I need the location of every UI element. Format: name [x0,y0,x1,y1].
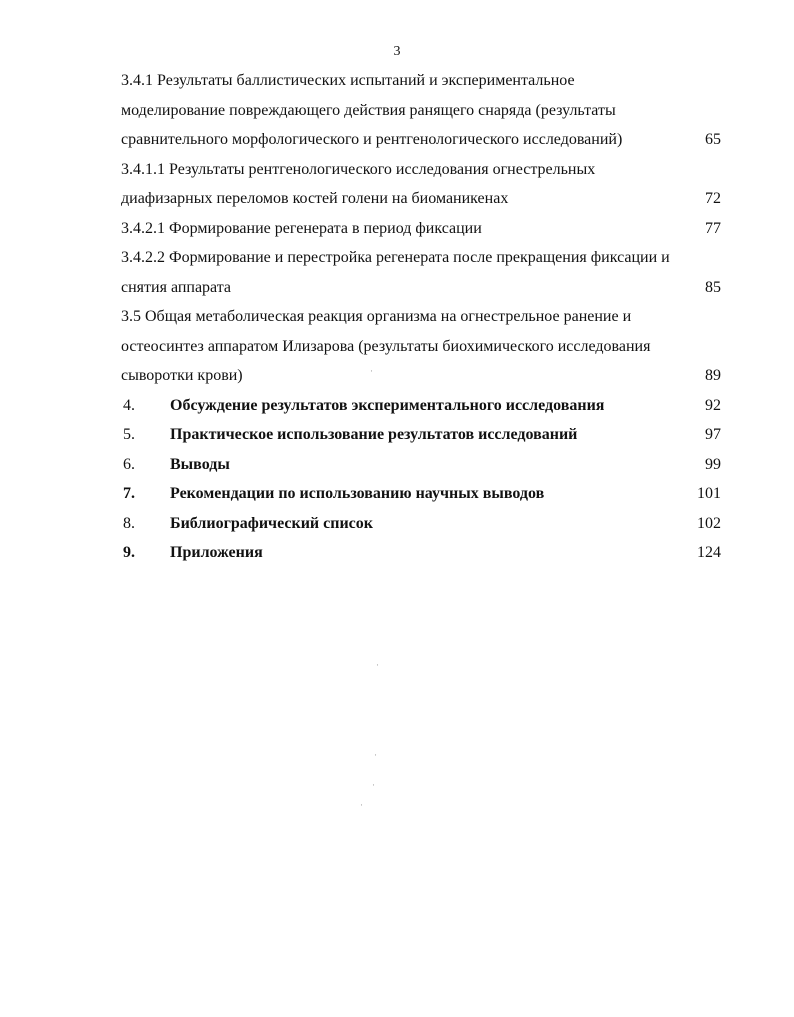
toc-entry-line: 3.5 Общая метаболическая реакция организма на огнестрельное ранение и [121,308,632,325]
toc-entry-line: 3.4.2.1 Формирование регенерата в период фиксации [121,219,482,237]
toc-page-number: 99 [705,455,721,473]
toc-chapter-4 [121,391,731,421]
toc-entry-line: 3.4.2.2 Формирование и перестройка регенерата после прекращения фиксации и [121,249,670,266]
toc-chapter-title: Рекомендации по использованию научных выводов [170,485,545,502]
toc-page-number: 77 [705,219,721,237]
table-of-contents [121,66,731,568]
toc-page-number: 124 [697,544,721,561]
scan-speck: · [372,780,375,790]
toc-page-number: 92 [705,396,721,414]
toc-entry-line: сыворотки крови) [121,367,243,384]
toc-page-number: 89 [705,367,721,384]
toc-chapter-title: Практическое использование результатов исследований [170,426,578,443]
toc-chapter-number: 8. [123,514,135,532]
toc-entry-line: 3.4.1.1 Результаты рентгенологического исследования огнестрельных [121,160,596,178]
toc-entry-3-5 [121,302,731,391]
toc-entry-3-4-1-1 [121,155,731,214]
toc-chapter-number: 9. [123,544,135,561]
toc-chapter-7 [121,479,731,509]
toc-entry-line: 3.4.1 Результаты баллистических испытаний и экспериментальное [121,72,575,89]
toc-entry-3-4-2-1 [121,214,731,244]
toc-chapter-9 [121,538,731,568]
toc-entry-line: сравнительного морфологического и рентгенологического исследований) [121,131,623,148]
scan-speck: · [374,750,377,760]
toc-page-number: 85 [705,278,721,296]
toc-entry-line: моделирование повреждающего действия ранящего снаряда (результаты [121,101,616,119]
toc-page-number: 102 [697,514,721,532]
toc-chapter-number: 7. [123,485,135,502]
toc-page-number: 65 [705,131,721,148]
toc-entry-3-4-2-2 [121,243,731,302]
toc-entry-line: снятия аппарата [121,278,232,296]
toc-chapter-6 [121,450,731,480]
toc-chapter-number: 5. [123,426,135,443]
toc-chapter-title: Библиографический список [170,514,373,532]
toc-entry-line: диафизарных переломов костей голени на биоманикенах [121,190,509,207]
toc-page-number: 101 [697,485,721,502]
toc-entry-line: остеосинтез аппаратом Илизарова (результаты биохимического исследования [121,337,651,355]
toc-chapter-5 [121,420,731,450]
scan-speck: · [370,366,373,376]
toc-page-number: 97 [705,426,721,443]
toc-chapter-number: 4. [123,396,135,414]
scan-speck: · [376,660,379,670]
toc-page-number: 72 [705,190,721,207]
toc-entry-3-4-1 [121,66,731,155]
scan-speck: · [360,800,363,810]
toc-chapter-number: 6. [123,455,135,473]
page-number: 3 [393,44,401,59]
toc-chapter-8 [121,509,731,539]
toc-chapter-title: Выводы [170,455,230,473]
toc-chapter-title: Обсуждение результатов экспериментального исследования [170,396,605,414]
toc-chapter-title: Приложения [170,544,263,561]
